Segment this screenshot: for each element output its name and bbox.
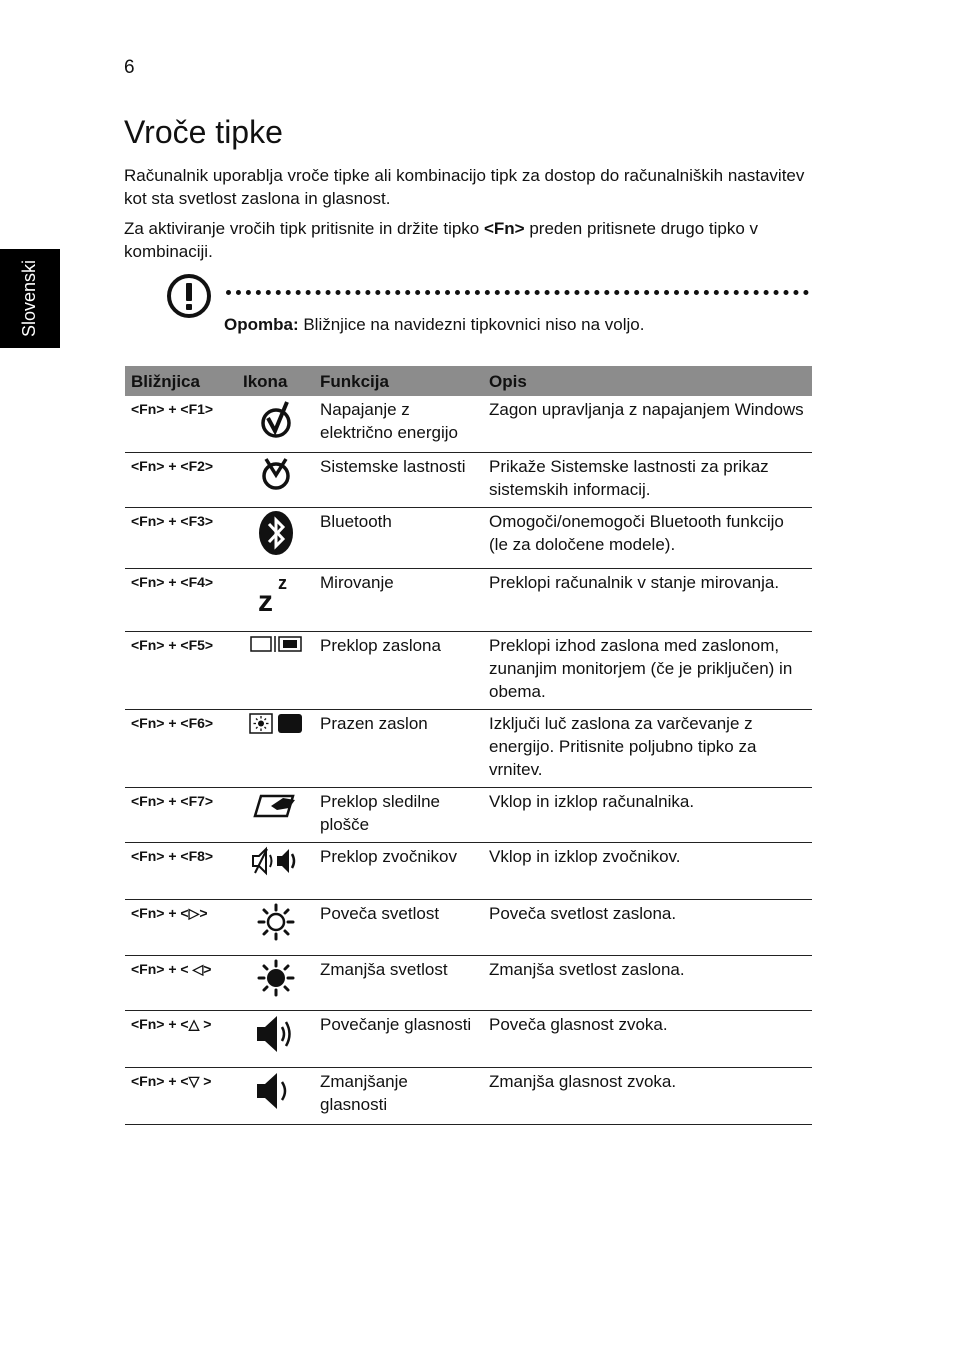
table-row xyxy=(125,710,812,788)
screen-blank-icon xyxy=(248,712,304,736)
function-name: Povečanje glasnosti xyxy=(314,1011,483,1068)
volume-down-icon xyxy=(255,1070,297,1112)
function-name: Prazen zaslon xyxy=(314,710,483,788)
svg-text:z: z xyxy=(277,573,287,593)
function-description: Poveča glasnost zvoka. xyxy=(483,1011,812,1068)
page-title: Vroče tipke xyxy=(124,114,283,150)
note-body: Bližnjice na navidezni tipkovnici niso na voljo. xyxy=(298,315,645,334)
table-row xyxy=(125,569,812,632)
table-row xyxy=(125,632,812,710)
shortcut-key: <Fn> + <F2> xyxy=(125,453,237,508)
table-row xyxy=(125,900,812,956)
shortcut-key: <Fn> + <F6> xyxy=(125,710,237,788)
header-function: Funkcija xyxy=(314,366,483,396)
function-description: Izključi luč zaslona za varčevanje z energijo. Pritisnite poljubno tipko za vrnitev. xyxy=(483,710,812,788)
function-description: Zmanjša glasnost zvoka. xyxy=(483,1068,812,1125)
table-header-row xyxy=(125,366,812,396)
power-management-icon xyxy=(259,398,293,440)
function-name: Preklop sledilne plošče xyxy=(314,788,483,843)
page-number: 6 xyxy=(124,57,135,78)
function-description: Preklopi izhod zaslona med zaslonom, zunanjim monitorjem (če je priključen) in obema. xyxy=(483,632,812,710)
table-row xyxy=(125,508,812,569)
function-description: Zmanjša svetlost zaslona. xyxy=(483,956,812,1011)
function-name: Bluetooth xyxy=(314,508,483,569)
function-name: Mirovanje xyxy=(314,569,483,632)
bluetooth-icon xyxy=(258,510,294,556)
function-name: Preklop zvočnikov xyxy=(314,843,483,900)
function-description: Zagon upravljanja z napajanjem Windows xyxy=(483,396,812,453)
shortcut-key: <Fn> + <F1> xyxy=(125,396,237,453)
exclamation-circle-icon xyxy=(166,273,212,319)
shortcut-key: <Fn> + <▷> xyxy=(125,900,237,956)
table-row xyxy=(125,453,812,508)
svg-text:z: z xyxy=(257,585,273,615)
shortcut-key: <Fn> + <F3> xyxy=(125,508,237,569)
display-toggle-icon xyxy=(249,634,303,654)
intro-paragraph: Računalnik uporablja vroče tipke ali kombinacijo tipk za dostop do računalniških nastavitev kot sta svetlost zaslona in glasnost. xyxy=(124,166,805,208)
brightness-up-icon xyxy=(256,902,296,942)
function-description: Vklop in izklop računalnika. xyxy=(483,788,812,843)
note-label: Opomba: xyxy=(224,315,299,334)
language-side-tab xyxy=(0,249,60,348)
note-divider xyxy=(226,290,809,295)
shortcut-key: <Fn> + <F8> xyxy=(125,843,237,900)
function-name: Napajanje z električno energijo xyxy=(314,396,483,453)
function-description: Vklop in izklop zvočnikov. xyxy=(483,843,812,900)
note-text xyxy=(224,315,644,335)
shortcut-key: <Fn> + <F7> xyxy=(125,788,237,843)
activation-paragraph xyxy=(124,217,814,263)
shortcut-key: <Fn> + <△ > xyxy=(125,1011,237,1068)
activation-text-end: preden pritisnete drugo tipko v kombinaciji. xyxy=(124,219,759,261)
volume-up-icon xyxy=(255,1013,297,1055)
function-description: Omogoči/onemogoči Bluetooth funkcijo (le za določene modele). xyxy=(483,508,812,569)
table-row xyxy=(125,788,812,843)
function-name: Sistemske lastnosti xyxy=(314,453,483,508)
table-row xyxy=(125,396,812,453)
brightness-down-icon xyxy=(256,958,296,998)
function-description: Preklopi računalnik v stanje mirovanja. xyxy=(483,569,812,632)
function-name: Zmanjša svetlost xyxy=(314,956,483,1011)
table-row xyxy=(125,843,812,900)
header-icon: Ikona xyxy=(237,366,314,396)
hotkeys-table xyxy=(125,366,812,1125)
table-row xyxy=(125,1068,812,1125)
shortcut-key: <Fn> + < ◁> xyxy=(125,956,237,1011)
table-row xyxy=(125,1011,812,1068)
function-name: Preklop zaslona xyxy=(314,632,483,710)
speaker-toggle-icon xyxy=(251,845,301,877)
sleep-icon xyxy=(256,571,296,615)
language-label: Slovenski xyxy=(19,259,40,338)
table-row xyxy=(125,956,812,1011)
shortcut-key: <Fn> + <F4> xyxy=(125,569,237,632)
activation-text-start: Za aktiviranje vročih tipk pritisnite in držite tipko xyxy=(124,219,484,238)
function-name: Zmanjšanje glasnosti xyxy=(314,1068,483,1125)
function-name: Poveča svetlost xyxy=(314,900,483,956)
touchpad-toggle-icon xyxy=(253,790,299,820)
system-properties-icon xyxy=(259,455,293,491)
header-description: Opis xyxy=(483,366,812,396)
header-shortcut: Bližnjica xyxy=(125,366,237,396)
function-description: Prikaže Sistemske lastnosti za prikaz sistemskih informacij. xyxy=(483,453,812,508)
shortcut-key: <Fn> + <▽ > xyxy=(125,1068,237,1125)
function-description: Poveča svetlost zaslona. xyxy=(483,900,812,956)
fn-key-label: <Fn> xyxy=(483,219,525,238)
shortcut-key: <Fn> + <F5> xyxy=(125,632,237,710)
